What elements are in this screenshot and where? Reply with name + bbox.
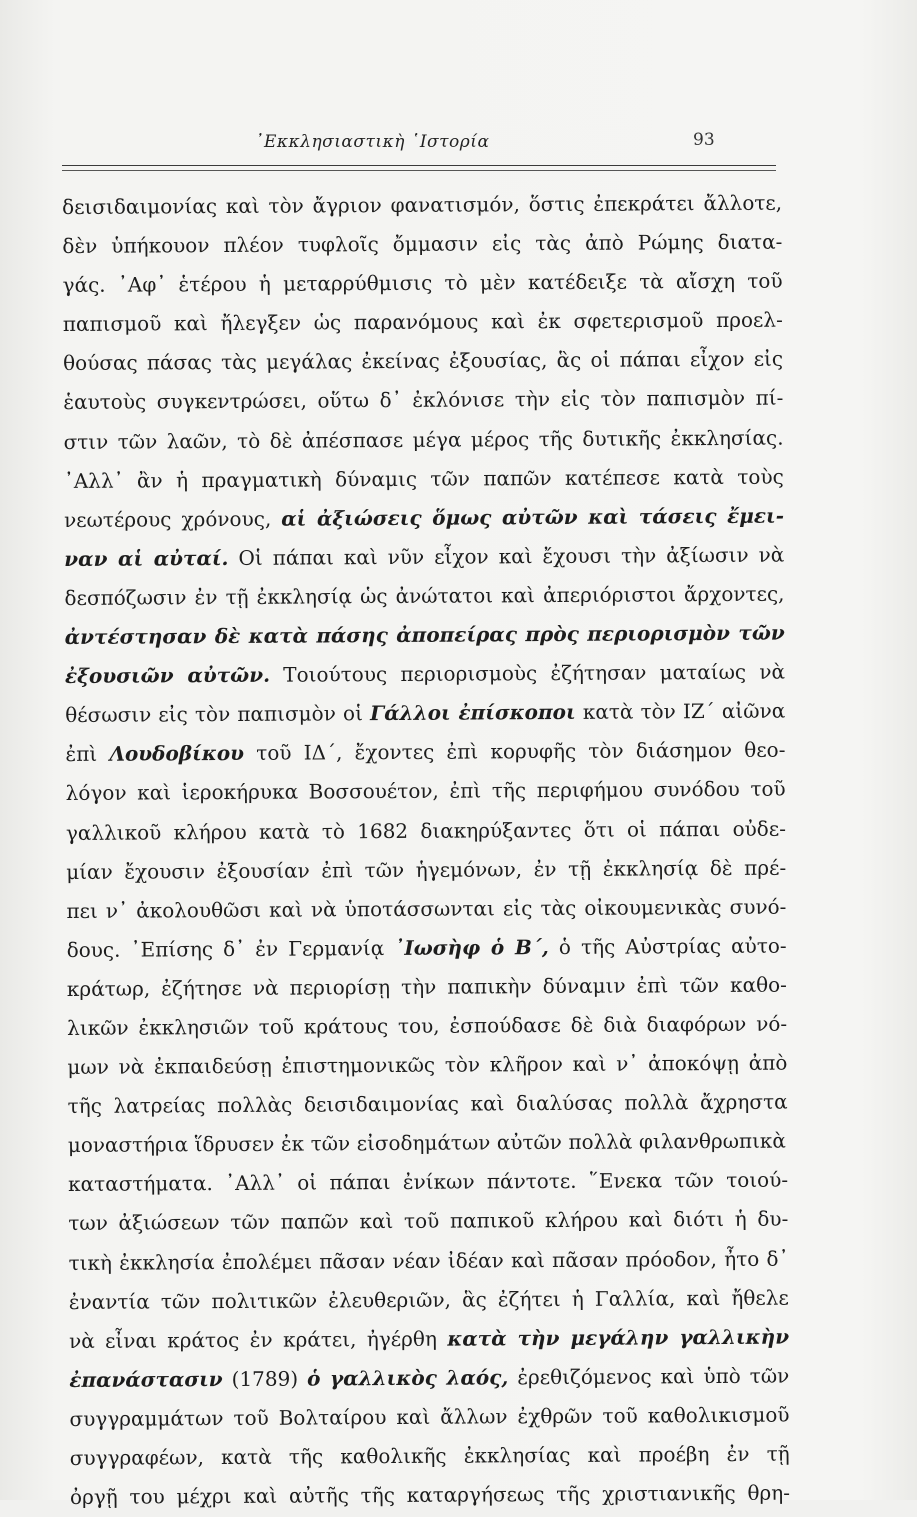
text-line	[64, 575, 784, 618]
text-run: καταστήματα. ᾿Αλλ᾿ οἱ πάπαι ἐνίκων πάντοτε. ῞Ενεκα τῶν τοιού-	[68, 1167, 789, 1197]
text-run: στιν τῶν λαῶν, τὸ δὲ ἀπέσπασε μέγα μέρος τῆς δυτικῆς ἐκκλησίας.	[63, 425, 784, 454]
text-line	[65, 692, 785, 735]
text-run: ὀργῇ του μέχρι καὶ αὐτῆς τῆς καταργήσεως τῆς χριστιανικῆς θρη-	[69, 1480, 791, 1510]
text-run: θέσωσιν εἰς τὸν παπισμὸν οἱ	[65, 701, 371, 728]
text-line	[65, 614, 785, 657]
emphasized-text: ἐπανάστασιν	[69, 1366, 223, 1392]
header-rule	[62, 165, 776, 166]
emphasized-text: ἐξουσιῶν αὐτῶν.	[64, 662, 271, 689]
text-line	[63, 340, 783, 383]
header-rule-secondary	[62, 170, 776, 171]
text-line	[62, 262, 782, 305]
text-run: κράτωρ, ἐζήτησε νὰ περιορίσῃ τὴν παπικὴν δύναμιν ἐπὶ τῶν καθο-	[66, 972, 787, 1001]
text-line	[69, 1395, 789, 1438]
text-run: πει ν᾿ ἀκολουθῶσι καὶ νὰ ὑποτάσσωνται εἰς τὰς οἰκουμενικὰς συνό-	[66, 894, 787, 923]
text-line	[67, 926, 787, 969]
text-line	[69, 1356, 789, 1399]
text-run: νὰ εἶναι κράτος ἐν κράτει, ἠγέρθη	[68, 1326, 448, 1353]
body-text	[62, 184, 790, 1517]
text-run: συγγραφέων, κατὰ τῆς καθολικῆς ἐκκλησίας καὶ προέβη ἐν τῇ	[69, 1441, 790, 1470]
text-line	[68, 1239, 788, 1282]
emphasized-text: ὁ γαλλικὸς λαός,	[307, 1365, 509, 1391]
text-run: δὲν ὑπήκουον πλέον τυφλοῖς ὄμμασιν εἰς τὰς ἀπὸ Ρώμης διατα-	[62, 229, 783, 259]
text-line	[69, 1317, 789, 1360]
text-line	[64, 457, 784, 500]
text-run: κατὰ τὸν ΙΖ΄ αἰῶνα	[575, 698, 786, 725]
text-line	[66, 887, 786, 930]
text-run: λόγον καὶ ἱεροκήρυκα Βοσσουέτον, ἐπὶ τῆς περιφήμου συνόδου τοῦ	[65, 776, 786, 806]
text-line	[68, 1161, 788, 1204]
text-run: λικῶν ἐκκλησιῶν τοῦ κράτους του, ἐσπούδασε δὲ διὰ διαφόρων νό-	[67, 1011, 788, 1040]
text-line	[68, 1200, 788, 1243]
text-line	[66, 848, 786, 891]
text-line	[68, 1122, 786, 1165]
text-run: συγγραμμάτων τοῦ Βολταίρου καὶ ἄλλων ἐχθρῶν τοῦ καθολικισμοῦ	[69, 1402, 790, 1431]
text-run: θούσας πάσας τὰς μεγάλας ἐκείνας ἐξουσίας, ἃς οἱ πάπαι εἶχον εἰς	[62, 346, 784, 376]
text-run: ἑαυτοὺς συγκεντρώσει, οὕτω δ᾿ ἐκλόνισε τὴν εἰς τὸν παπισμὸν πί-	[63, 386, 784, 415]
text-line	[69, 1278, 789, 1321]
emphasized-text: αἱ ἀξιώσεις ὅμως αὐτῶν καὶ τάσεις ἔμει-	[281, 503, 785, 531]
text-run: τῆς λατρείας πολλὰς δεισιδαιμονίας καὶ διαλύσας πολλὰ ἄχρηστα	[67, 1089, 788, 1119]
emphasized-text: Λουδοβίκου	[109, 741, 245, 767]
emphasized-text: ᾿Ιωσὴφ ὁ Β΄,	[394, 934, 549, 960]
text-run: τικὴ ἐκκλησία ἐπολέμει πᾶσαν νέαν ἰδέαν καὶ πᾶσαν πρόοδον, ἦτο δ᾿	[68, 1246, 789, 1275]
text-line	[65, 653, 785, 696]
text-line	[64, 496, 784, 539]
text-run: των ἀξιώσεων τῶν παπῶν καὶ τοῦ παπικοῦ κλήρου καὶ διότι ἡ δυ-	[68, 1207, 789, 1236]
text-run: (1789)	[222, 1366, 308, 1391]
text-line	[64, 535, 784, 578]
text-run: ἐρεθιζόμενος καὶ ὑπὸ τῶν	[508, 1363, 790, 1390]
emphasized-text: ἀντέστησαν δὲ κατὰ πάσης ἀποπείρας πρὸς περιορισμὸν τῶν	[64, 620, 785, 650]
text-run: δεισιδαιμονίας καὶ τὸν ἄγριον φανατισμόν, ὅστις ἐπεκράτει ἄλλοτε,	[62, 190, 783, 219]
text-run: δους. ᾿Επίσης δ᾿ ἐν Γερμανίᾳ	[66, 935, 395, 962]
text-line	[67, 1083, 787, 1126]
text-line	[67, 965, 787, 1008]
text-line	[67, 1044, 787, 1087]
text-run: παπισμοῦ καὶ ἤλεγξεν ὡς παρανόμους καὶ ἐκ σφετερισμοῦ προελ-	[62, 307, 783, 337]
text-run: ὁ τῆς Αὐστρίας αὐτο-	[548, 933, 787, 959]
text-line	[62, 184, 782, 227]
text-line	[67, 1005, 787, 1048]
page-number: 93	[693, 130, 715, 150]
text-line	[70, 1474, 790, 1517]
text-run: ἐναντία τῶν πολιτικῶν ἐλευθεριῶν, ἃς ἐζήτει ἡ Γαλλία, καὶ ἤθελε	[68, 1285, 789, 1314]
text-run: γαλλικοῦ κλήρου κατὰ τὸ 1682 διακηρύξαντες ὅτι οἱ πάπαι οὐδε-	[65, 816, 786, 845]
text-run: μοναστήρια ἵδρυσεν ἐκ τῶν εἰσοδημάτων αὐτῶν πολλὰ φιλανθρωπικὰ	[67, 1128, 786, 1158]
text-line	[66, 809, 786, 852]
text-run: ᾿Αλλ᾿ ἂν ἡ πραγματικὴ δύναμις τῶν παπῶν κατέπεσε κατὰ τοὺς	[63, 464, 784, 493]
text-run: τοῦ ΙΔ΄, ἔχοντες ἐπὶ κορυφῆς τὸν διάσημον θεο-	[243, 737, 786, 766]
emphasized-text: κατὰ τὴν μεγάλην γαλλικὴν	[447, 1324, 790, 1351]
emphasized-text: ναν αἱ αὐταί.	[64, 545, 229, 571]
emphasized-text: Γάλλοι ἐπίσκοποι	[369, 700, 576, 726]
text-line	[65, 731, 785, 774]
text-line	[63, 379, 783, 422]
text-line	[62, 223, 782, 266]
text-run: γάς. ᾿Αφ᾿ ἑτέρου ἡ μεταρρύθμισις τὸ μὲν κατέδειξε τὰ αἴσχη τοῦ	[62, 268, 783, 298]
text-line	[63, 301, 783, 344]
text-run: ἐπὶ	[65, 742, 110, 767]
text-run: μων νὰ ἐκπαιδεύσῃ ἐπιστημονικῶς τὸν κλῆρον καὶ ν᾿ ἀποκόψῃ ἀπὸ	[67, 1050, 788, 1080]
text-line	[63, 418, 783, 461]
text-run: μίαν ἔχουσιν ἐξουσίαν ἐπὶ τῶν ἡγεμόνων, ἐν τῇ ἐκκλησίᾳ δὲ πρέ-	[66, 855, 787, 884]
text-line	[66, 770, 786, 813]
text-run: δεσπόζωσιν ἐν τῇ ἐκκλησίᾳ ὡς ἀνώτατοι καὶ ἀπεριόριστοι ἄρχοντες,	[64, 581, 785, 610]
text-run: νεωτέρους χρόνους,	[63, 506, 282, 532]
text-line	[70, 1435, 790, 1478]
text-run: Τοιούτους περιορισμοὺς ἐζήτησαν ματαίως νὰ	[269, 659, 786, 687]
text-run: Οἱ πάπαι καὶ νῦν εἶχον καὶ ἔχουσι τὴν ἀξίωσιν νὰ	[228, 542, 785, 570]
running-head-title: ᾿Εκκλησιαστικὴ ῾Ιστορία	[255, 132, 490, 152]
